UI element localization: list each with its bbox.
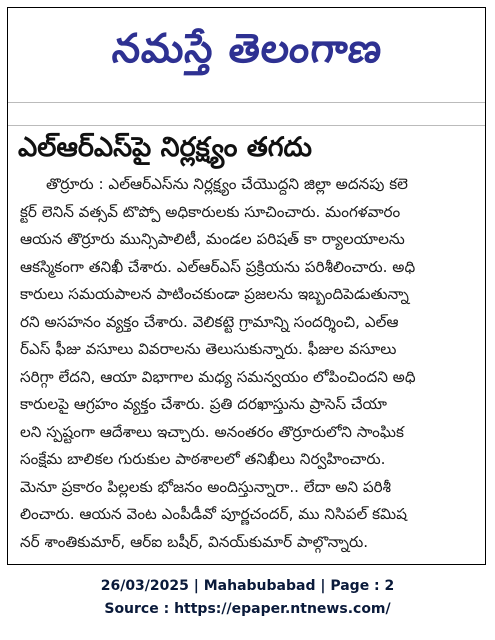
article-line: ఆకస్మికంగా తనిఖీ చేశారు. ఎల్‌ఆర్‌ఎస్ ప్రక్రియను పరిశీలించారు. అధి bbox=[20, 257, 416, 276]
masthead-logo: నమస్తే తెలంగాణ bbox=[110, 26, 385, 72]
newspaper-masthead bbox=[38, 14, 456, 94]
article-line: రని అసహనం వ్యక్తం చేశారు. వెలికట్టె గ్రామాన్ని సందర్శించి, ఎల్‌ఆ bbox=[20, 312, 399, 331]
publication-info: 26/03/2025 | Mahabubabad | Page : 2 bbox=[100, 578, 395, 594]
article-line: ర్‌ఎస్ ఫీజు వసూలు వివరాలను తెలుసుకున్నారు. ఫీజుల వసూలు bbox=[20, 340, 397, 358]
article-line: సంక్షేమ బాలికల గురుకుల పాఠశాలలో తనిఖీలు నిర్వహించారు. bbox=[20, 450, 386, 468]
article-line: లించారు. ఆయన వెంట ఎంపీడీవో పూర్ణచందర్, ము నిసిపల్ కమిష bbox=[20, 505, 407, 523]
article-body bbox=[20, 171, 476, 556]
article-line: ఆయన తొర్రూరు మున్సిపాలిటీ, మండల పరిషత్ కా ర్యాలయాలను bbox=[20, 230, 405, 248]
article-line: సరిగ్గా లేదని, ఆయా విభాగాల మధ్య సమన్వయం లోపించిందని అధి bbox=[20, 367, 416, 386]
article-headline: ఎల్‌ఆర్‌ఎస్‌పై నిర్లక్ష్యం తగదు bbox=[18, 132, 312, 163]
article-line: కారులు సమయపాలన పాటించకుండా ప్రజలను ఇబ్బందిపెడుతున్నా bbox=[20, 285, 409, 303]
article-line: మెనూ ప్రకారం పిల్లలకు భోజనం అందిస్తున్నారా.. లేదా అని పరిశీ bbox=[20, 477, 391, 496]
source-link[interactable]: Source : https://epaper.ntnews.com/ bbox=[104, 601, 391, 617]
article-line: కారులపై ఆగ్రహం వ్యక్తం చేశారు. ప్రతి దరఖాస్తును ప్రాసెస్ చేయా bbox=[20, 395, 387, 413]
article-line: నర్ శాంతికుమార్, ఆర్‌ఐ బషీర్, వినయ్‌కుమార్ పాల్గొన్నారు. bbox=[20, 532, 369, 551]
article-line: తొర్రూరు : ఎల్‌ఆర్‌ఎస్‌ను నిర్లక్ష్యం చేయొద్దని జిల్లా అదనపు కలె bbox=[46, 175, 408, 193]
news-clipping bbox=[7, 7, 486, 565]
article-line: క్టర్ లెనిన్ వత్సవ్ టొప్పో అధికారులకు సూచించారు. మంగళవారం bbox=[20, 202, 401, 221]
article-line: లని స్పష్టంగా ఆదేశాలు ఇచ్చారు. అనంతరం తొర్రూరులోని సాంఘిక bbox=[20, 422, 404, 441]
masthead-divider bbox=[8, 102, 485, 103]
